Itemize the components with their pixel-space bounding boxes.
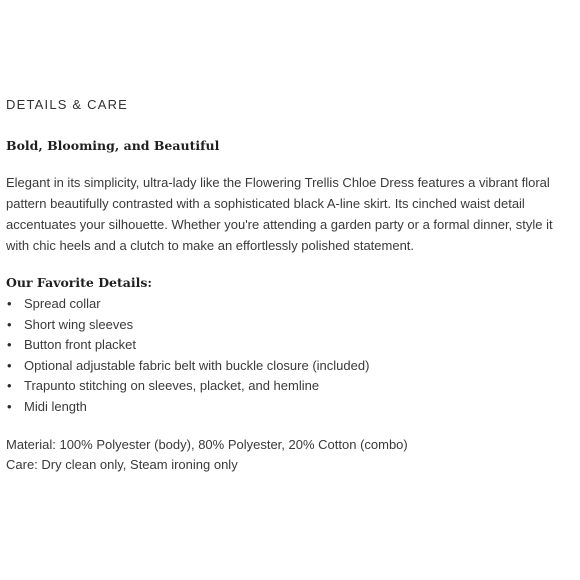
care-text: Care: Dry clean only, Steam ironing only [6,457,238,472]
list-item-text: Button front placket [24,337,137,352]
material-text: Material: 100% Polyester (body), 80% Polyester, 20% Cotton (combo) [6,437,408,452]
list-item [6,397,578,418]
bullet-icon: • [7,316,12,332]
bullet-icon: • [7,398,12,414]
list-item [6,335,578,356]
bullet-icon: • [7,296,12,311]
section-heading: DETAILS & CARE [6,97,129,112]
list-item [6,356,578,377]
bullet-icon: • [7,337,12,352]
favorite-details-heading: Our Favorite Details: [6,275,153,290]
details-care-panel [6,96,578,475]
list-item-text: Optional adjustable fabric belt with buckle closure (included) [24,357,370,373]
bullet-icon: • [7,357,12,373]
list-item-text: Short wing sleeves [24,316,134,332]
list-item-text: Spread collar [24,296,101,311]
product-description: Elegant in its simplicity, ultra-lady like the Flowering Trellis Chloe Dress features a vibrant floral pattern beautifully contrasted with a sophisticated black A-line skirt. Its cinched waist detail accentuates your silhouette. Whether you're attending a garden party or a formal dinner, style it with chic heels and a clutch to make an effortlessly polished statement. [6,175,553,253]
list-item-text: Trapunto stitching on sleeves, placket, and hemline [24,378,320,393]
list-item [6,315,578,336]
material-care-info [6,435,578,475]
product-subheading: Bold, Blooming, and Beautiful [6,138,220,153]
list-item [6,376,578,397]
favorite-details-list [6,294,578,417]
list-item-text: Midi length [24,398,87,414]
bullet-icon: • [7,378,12,393]
list-item [6,294,578,315]
